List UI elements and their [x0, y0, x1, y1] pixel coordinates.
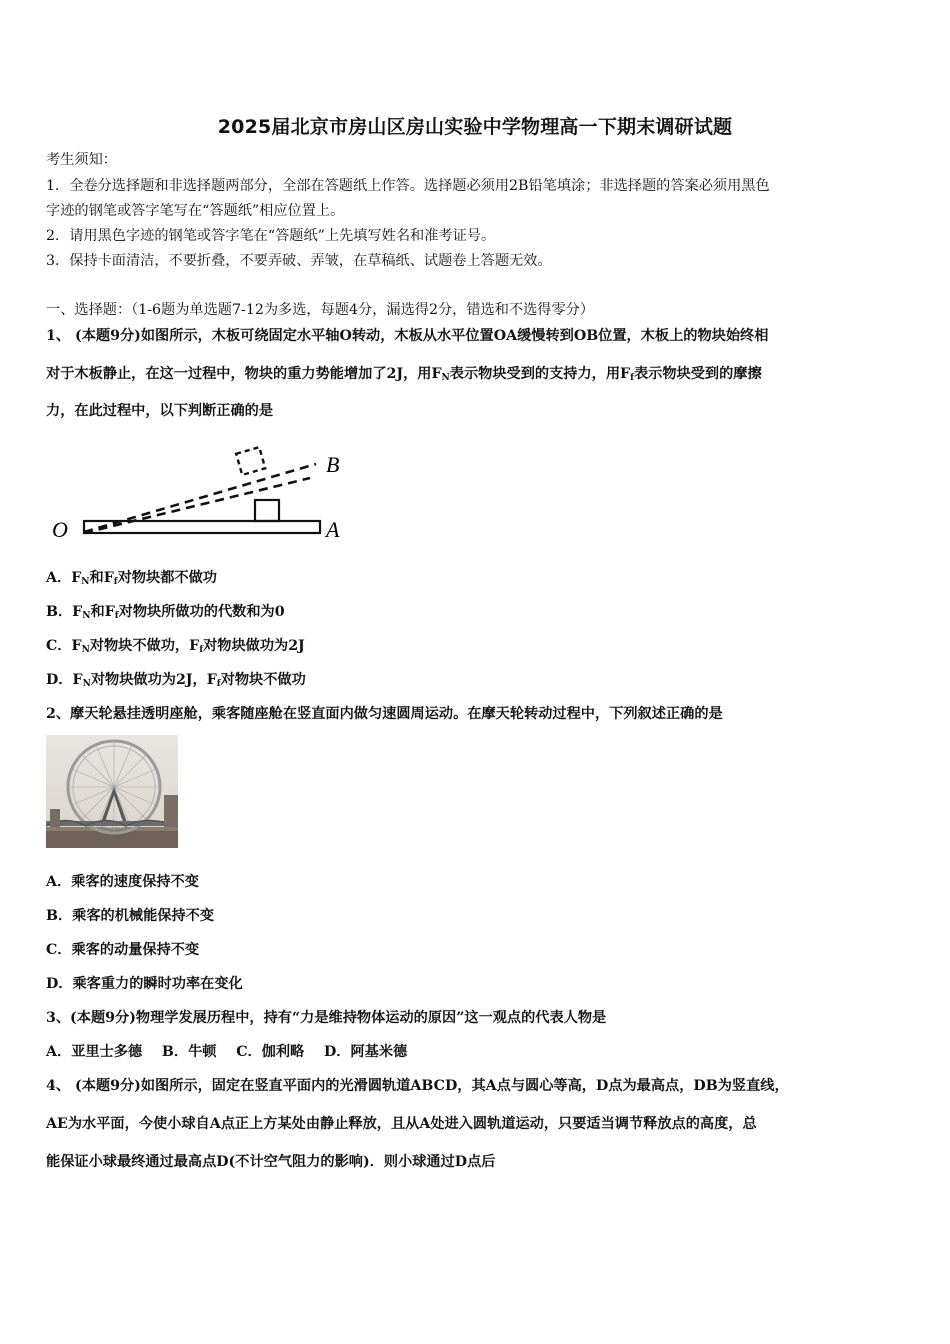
section-heading: 一、选择题：（1-6题为单选题7-12为多选，每题4分，漏选得2分，错选和不选得零分） [46, 302, 595, 318]
q1-board-figure [48, 440, 358, 550]
q1-option-d[interactable]: D．$F_N$对物块做功为2J，$F_f$对物块不做功 [46, 672, 306, 689]
q2-stem: 2、摩天轮悬挂透明座舱，乘客随座舱在竖直面内做匀速圆周运动。在摩天轮转动过程中，下列叙述正确的是 [46, 706, 723, 722]
q2-option-b[interactable]: B．乘客的机械能保持不变 [46, 908, 215, 924]
label-a: A [326, 517, 340, 542]
ferris-wheel-photo [46, 735, 178, 848]
block-dashed-shape [236, 447, 265, 475]
notice-heading: 考生须知： [46, 152, 117, 168]
label-o: O [52, 517, 68, 542]
block-shape [255, 500, 279, 521]
q4-line-3: 能保证小球最终通过最高点D(不计空气阻力的影响)．则小球通过D点后 [46, 1154, 496, 1170]
notice-item-1-cont: 字迹的钢笔或答字笔写在“答题纸”相应位置上。 [46, 203, 345, 219]
q1-line-1: 1、 (本题9分)如图所示，木板可绕固定水平轴O转动，木板从水平位置OA缓慢转到OB位置，木板上的物块始终相 [46, 328, 769, 344]
q3-stem: 3、(本题9分)物理学发展历程中，持有“力是维持物体运动的原因”这一观点的代表人物是 [46, 1010, 607, 1026]
label-b: B [326, 452, 340, 477]
q4-line-2: AE为水平面，今使小球自A点正上方某处由静止释放，且从A处进入圆轨道运动，只要适当调节释放点的高度，总 [46, 1116, 757, 1132]
q2-option-d[interactable]: D．乘客重力的瞬时功率在变化 [46, 976, 243, 992]
page-title: 2025届北京市房山区房山实验中学物理高一下期末调研试题 [217, 116, 733, 138]
board-ob-dashed-lower [84, 478, 310, 533]
q1-option-c[interactable]: C．$F_N$对物块不做功，$F_f$对物块做功为2J [46, 638, 305, 655]
notice-item-1: 1．全卷分选择题和非选择题两部分，全部在答题纸上作答。选择题必须用2B铅笔填涂；非选择题的答案必须用黑色 [46, 178, 770, 194]
q4-line-1: 4、 (本题9分)如图所示，固定在竖直平面内的光滑圆轨道ABCD，其A点与圆心等高，D点为最高点，DB为竖直线， [46, 1078, 789, 1094]
q1-option-b[interactable]: B．$F_N$和$F_f$对物块所做功的代数和为0 [46, 604, 285, 621]
notice-item-3: 3．保持卡面清洁，不要折叠，不要弄破、弄皱，在草稿纸、试题卷上答题无效。 [46, 253, 552, 269]
q3-options[interactable]: A．亚里士多德 B．牛顿 C．伽利略 D．阿基米德 [46, 1044, 408, 1060]
notice-item-2: 2．请用黑色字迹的钢笔或答字笔在“答题纸”上先填写姓名和准考证号。 [46, 228, 496, 244]
q2-option-c[interactable]: C．乘客的动量保持不变 [46, 942, 200, 958]
q1-option-a[interactable]: A．$F_N$和$F_f$对物块都不做功 [46, 570, 217, 587]
q1-line-3: 力，在此过程中，以下判断正确的是 [46, 403, 274, 419]
q2-option-a[interactable]: A．乘客的速度保持不变 [46, 874, 199, 890]
q1-line-2: 对于木板静止，在这一过程中，物块的重力势能增加了2J，用$F_N$表示物块受到的支持力，用$F_f$表示物块受到的摩擦 [46, 366, 762, 383]
